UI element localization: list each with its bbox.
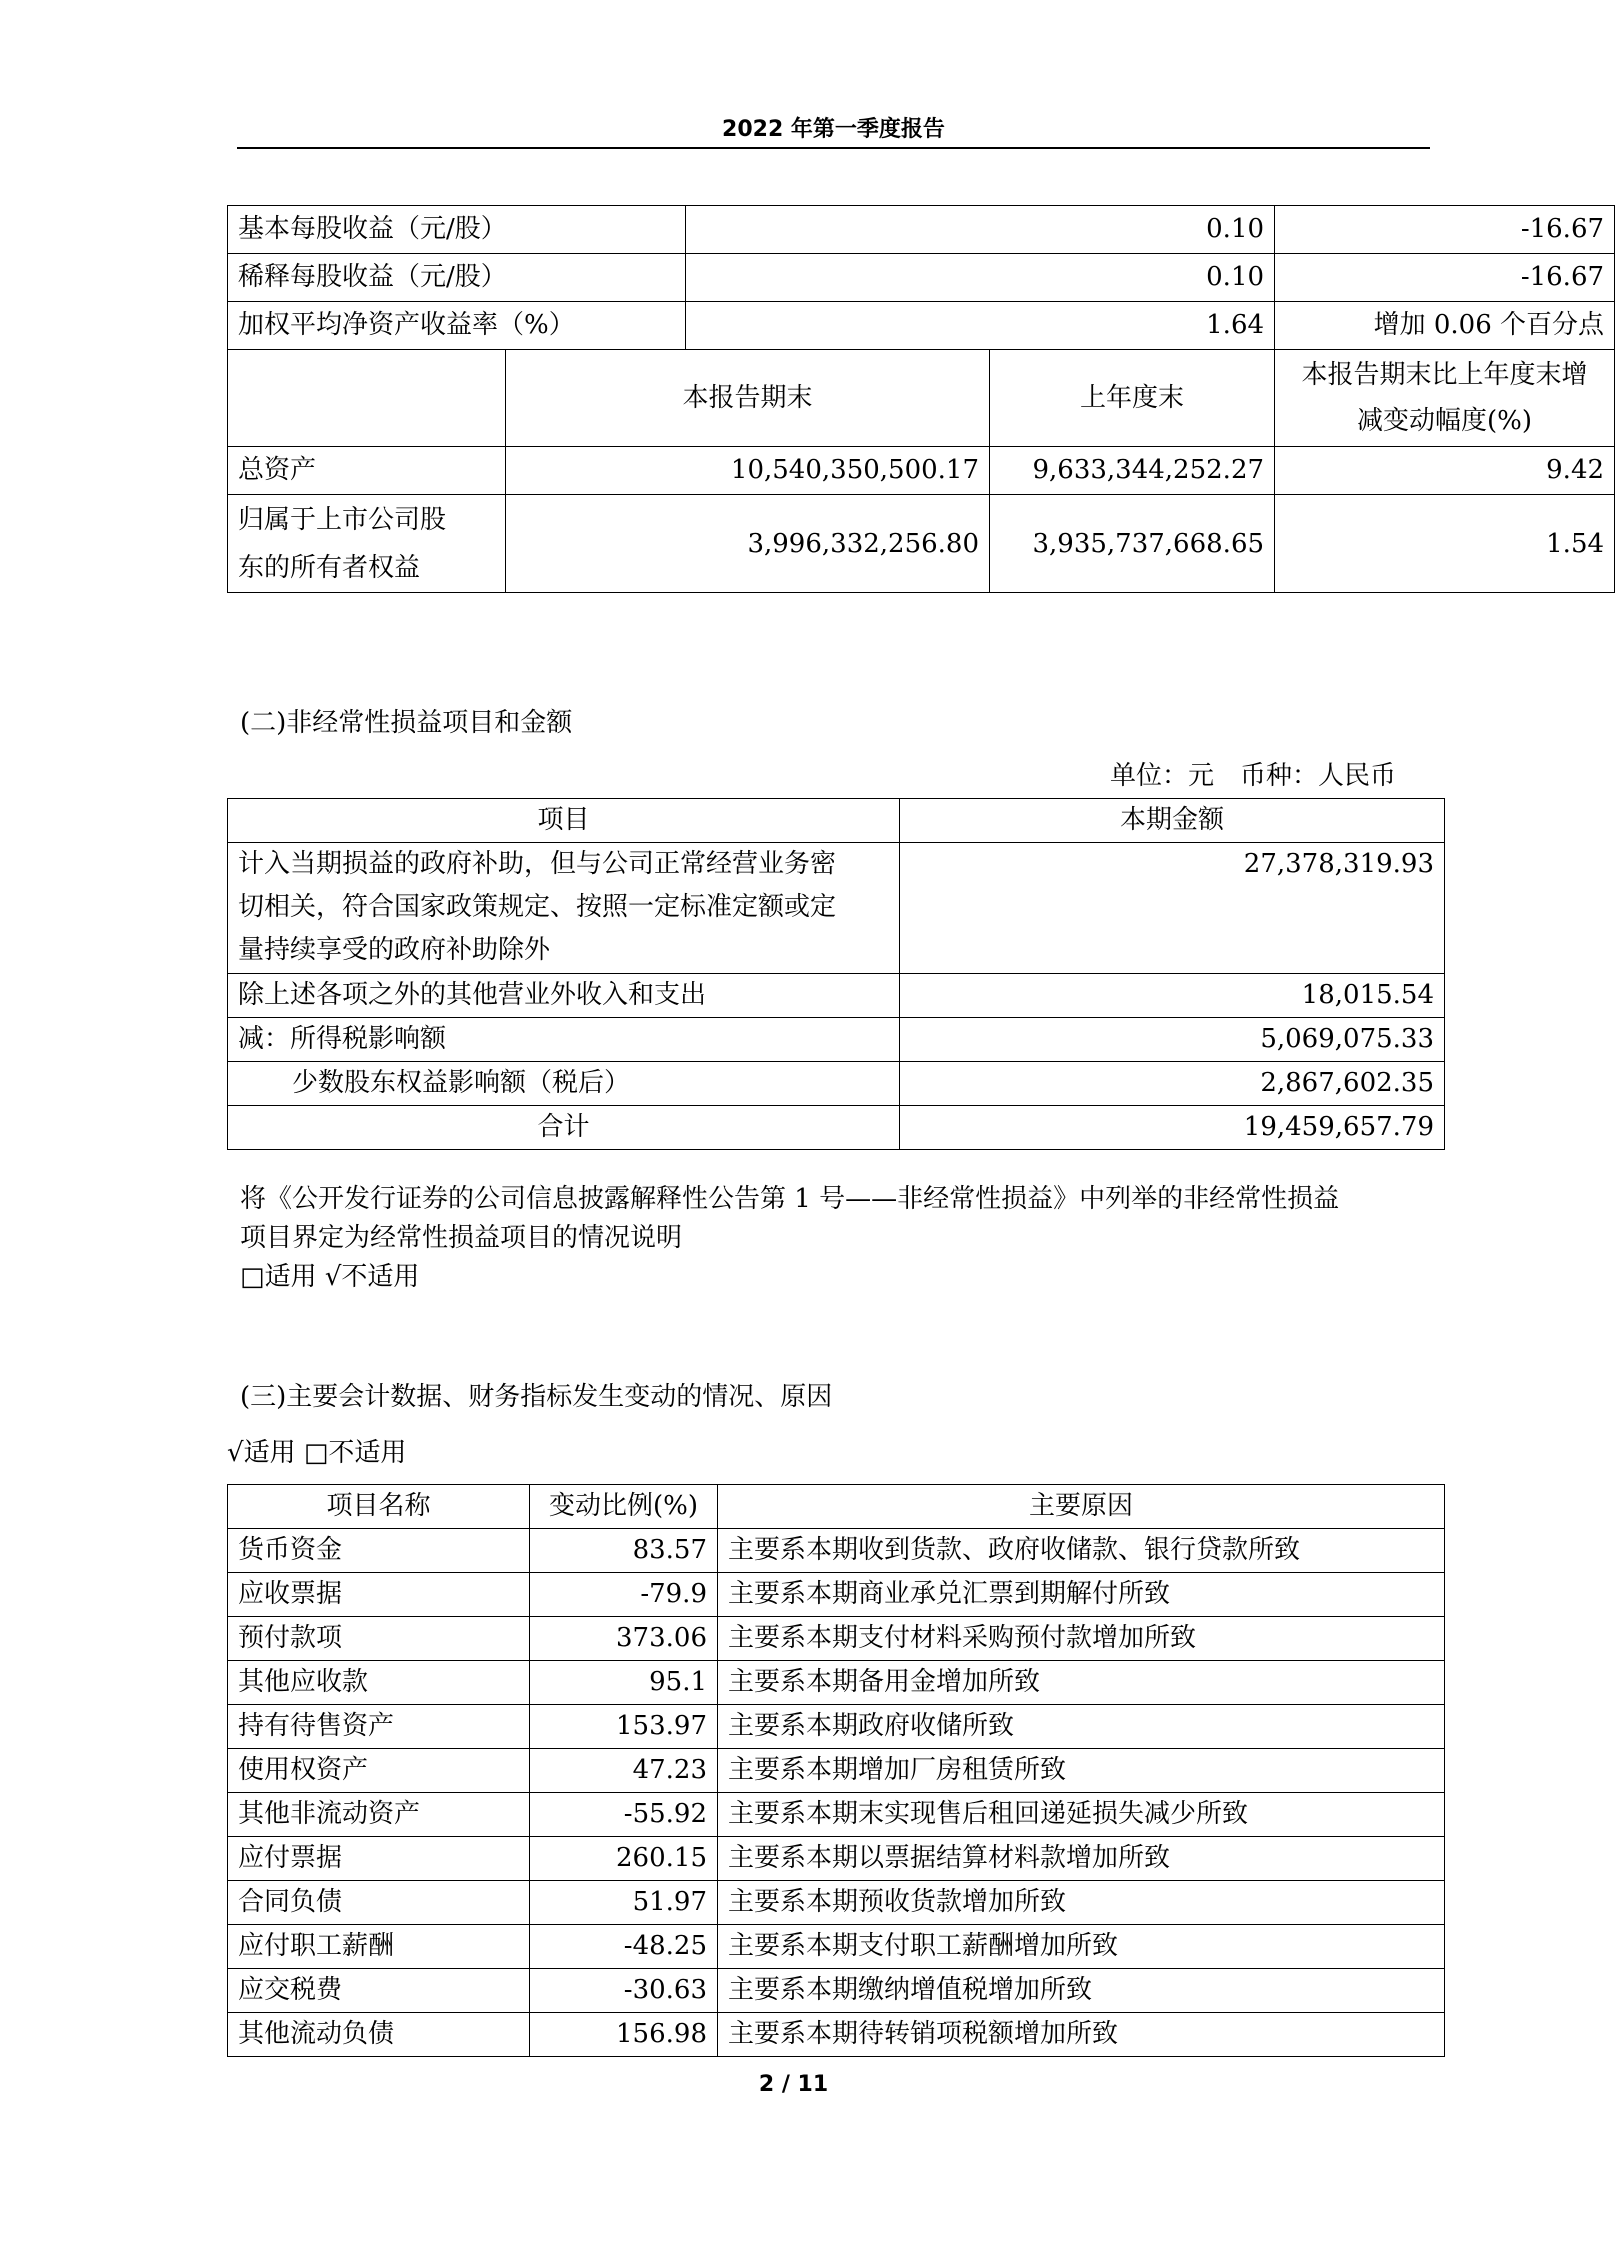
reason-cell: 主要系本期支付材料采购预付款增加所致	[718, 1617, 1445, 1661]
table-row	[228, 1749, 1445, 1793]
total-amount: 19,459,657.79	[900, 1106, 1445, 1150]
reason-cell: 主要系本期增加厂房租赁所致	[718, 1749, 1445, 1793]
item-line3: 量持续享受的政府补助除外	[238, 935, 551, 965]
table-row	[228, 1969, 1445, 2013]
header-divider	[237, 147, 1430, 149]
ratio-cell: -79.9	[530, 1573, 718, 1617]
col-header-change-line2: 减变动幅度(%)	[1357, 406, 1533, 436]
table-subheader	[228, 350, 1615, 447]
reason-cell: 主要系本期政府收储所致	[718, 1705, 1445, 1749]
amount-cell: 5,069,075.33	[900, 1018, 1445, 1062]
table-total-row	[228, 1106, 1445, 1150]
table-row	[228, 2013, 1445, 2057]
section3-title: (三)主要会计数据、财务指标发生变动的情况、原因	[240, 1382, 833, 1412]
table-row	[228, 1617, 1445, 1661]
row-label	[228, 495, 506, 593]
name-cell: 应付职工薪酬	[228, 1925, 530, 1969]
name-cell: 货币资金	[228, 1529, 530, 1573]
table-row	[228, 974, 1445, 1018]
reason-cell: 主要系本期预收货款增加所致	[718, 1881, 1445, 1925]
ratio-cell: -55.92	[530, 1793, 718, 1837]
item-cell: 减：所得税影响额	[228, 1018, 900, 1062]
table-row	[228, 1793, 1445, 1837]
col-header-change	[1275, 350, 1615, 447]
item-cell: 少数股东权益影响额（税后）	[228, 1062, 900, 1106]
table-row	[228, 1529, 1445, 1573]
table-row	[228, 1881, 1445, 1925]
cell-period-end: 3,996,332,256.80	[506, 495, 990, 593]
name-cell: 应交税费	[228, 1969, 530, 2013]
col-header-ratio: 变动比例(%)	[530, 1485, 718, 1529]
table-row	[228, 1018, 1445, 1062]
col-header-item: 项目	[228, 799, 900, 843]
ratio-cell: 51.97	[530, 1881, 718, 1925]
table-header-row	[228, 799, 1445, 843]
reason-cell: 主要系本期以票据结算材料款增加所致	[718, 1837, 1445, 1881]
page-number: 2 / 11	[758, 2072, 829, 2097]
row-label: 基本每股收益（元/股）	[228, 206, 686, 254]
cell-change: -16.67	[1275, 206, 1615, 254]
ratio-cell: -30.63	[530, 1969, 718, 2013]
table-row	[228, 1062, 1445, 1106]
table-row	[228, 447, 1615, 495]
row-label: 加权平均净资产收益率（%）	[228, 302, 686, 350]
ratio-cell: 260.15	[530, 1837, 718, 1881]
name-cell: 其他非流动资产	[228, 1793, 530, 1837]
cell-change: 9.42	[1275, 447, 1615, 495]
item-line1: 计入当期损益的政府补助，但与公司正常经营业务密	[238, 849, 837, 879]
table-row	[228, 206, 1615, 254]
col-header-reason: 主要原因	[718, 1485, 1445, 1529]
ratio-cell: 95.1	[530, 1661, 718, 1705]
empty-header-cell	[228, 350, 506, 447]
reason-cell: 主要系本期商业承兑汇票到期解付所致	[718, 1573, 1445, 1617]
cell-value: 1.64	[686, 302, 1275, 350]
reason-cell: 主要系本期待转销项税额增加所致	[718, 2013, 1445, 2057]
reason-cell: 主要系本期缴纳增值税增加所致	[718, 1969, 1445, 2013]
item-cell: 除上述各项之外的其他营业外收入和支出	[228, 974, 900, 1018]
table-row	[228, 1837, 1445, 1881]
ratio-cell: 83.57	[530, 1529, 718, 1573]
non-recurring-items-table	[227, 798, 1445, 1150]
amount-cell: 18,015.54	[900, 974, 1445, 1018]
amount-cell: 27,378,319.93	[900, 843, 1445, 974]
total-label: 合计	[228, 1106, 900, 1150]
row-label: 稀释每股收益（元/股）	[228, 254, 686, 302]
col-header-name: 项目名称	[228, 1485, 530, 1529]
table-row	[228, 495, 1615, 593]
item-line2: 切相关，符合国家政策规定、按照一定标准定额或定	[238, 892, 837, 922]
name-cell: 预付款项	[228, 1617, 530, 1661]
name-cell: 合同负债	[228, 1881, 530, 1925]
ratio-cell: 47.23	[530, 1749, 718, 1793]
row-label: 总资产	[228, 447, 506, 495]
reason-cell: 主要系本期备用金增加所致	[718, 1661, 1445, 1705]
name-cell: 应付票据	[228, 1837, 530, 1881]
col-header-change-line1: 本报告期末比上年度末增	[1301, 360, 1588, 390]
ratio-cell: 373.06	[530, 1617, 718, 1661]
ratio-cell: -48.25	[530, 1925, 718, 1969]
section2-title: (二)非经常性损益项目和金额	[240, 708, 573, 738]
cell-period-end: 10,540,350,500.17	[506, 447, 990, 495]
note-line1: 将《公开发行证券的公司信息披露解释性公告第 1 号——非经常性损益》中列举的非经常性损益	[240, 1184, 1340, 1214]
table-row	[228, 1573, 1445, 1617]
ratio-cell: 153.97	[530, 1705, 718, 1749]
applicability-note: √适用 □不适用	[227, 1438, 407, 1468]
table-row	[228, 302, 1615, 350]
reason-cell: 主要系本期末实现售后租回递延损失减少所致	[718, 1793, 1445, 1837]
change-explanation-table	[227, 1484, 1445, 2057]
ratio-cell: 156.98	[530, 2013, 718, 2057]
table-row	[228, 1705, 1445, 1749]
unit-note: 单位：元 币种：人民币	[1110, 761, 1397, 791]
reason-cell: 主要系本期收到货款、政府收储款、银行贷款所致	[718, 1529, 1445, 1573]
amount-cell: 2,867,602.35	[900, 1062, 1445, 1106]
item-cell	[228, 843, 900, 974]
cell-value: 0.10	[686, 254, 1275, 302]
table-header-row	[228, 1485, 1445, 1529]
page-header: 2022 年第一季度报告	[722, 117, 945, 142]
cell-value: 0.10	[686, 206, 1275, 254]
note-line2: 项目界定为经常性损益项目的情况说明	[240, 1223, 683, 1253]
name-cell: 使用权资产	[228, 1749, 530, 1793]
reason-cell: 主要系本期支付职工薪酬增加所致	[718, 1925, 1445, 1969]
table-row	[228, 1925, 1445, 1969]
applicability-note: □适用 √不适用	[240, 1262, 420, 1292]
name-cell: 应收票据	[228, 1573, 530, 1617]
name-cell: 持有待售资产	[228, 1705, 530, 1749]
row-label-line1: 归属于上市公司股	[238, 504, 447, 535]
col-header-period-end: 本报告期末	[506, 350, 990, 447]
row-label-line2: 东的所有者权益	[238, 552, 421, 583]
cell-change: 1.54	[1275, 495, 1615, 593]
name-cell: 其他流动负债	[228, 2013, 530, 2057]
cell-prior-year-end: 3,935,737,668.65	[990, 495, 1275, 593]
cell-prior-year-end: 9,633,344,252.27	[990, 447, 1275, 495]
name-cell: 其他应收款	[228, 1661, 530, 1705]
cell-change: -16.67	[1275, 254, 1615, 302]
key-financials-table	[227, 205, 1615, 593]
cell-change: 增加 0.06 个百分点	[1275, 302, 1615, 350]
table-row	[228, 254, 1615, 302]
col-header-amount: 本期金额	[900, 799, 1445, 843]
col-header-prior-year-end: 上年度末	[990, 350, 1275, 447]
table-row	[228, 843, 1445, 974]
table-row	[228, 1661, 1445, 1705]
